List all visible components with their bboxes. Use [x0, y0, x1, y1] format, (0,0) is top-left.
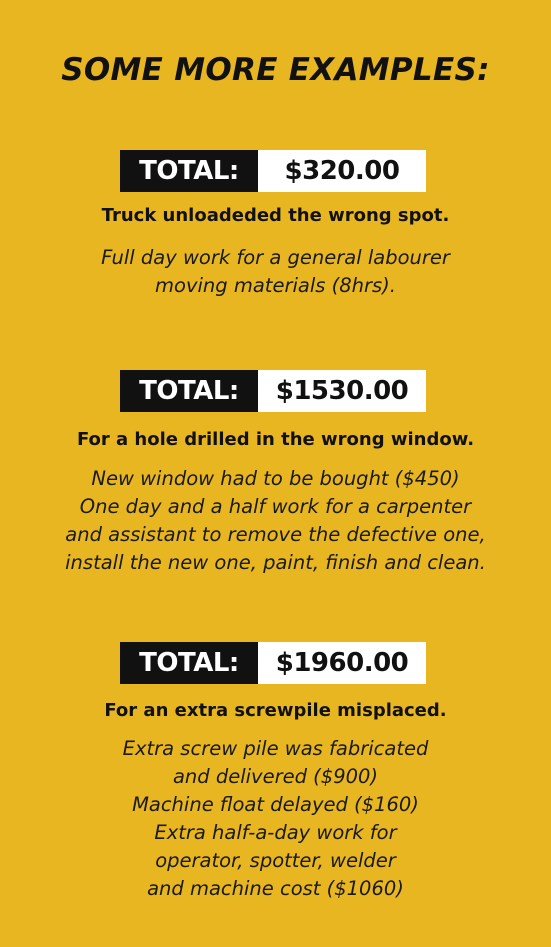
description-line: and machine cost ($1060)	[147, 877, 404, 900]
description-line: One day and a half work for a carpenter	[79, 495, 472, 518]
description-line: Machine float delayed ($160)	[132, 793, 419, 816]
example-headline: Truck unloadeded the wrong spot.	[101, 205, 450, 226]
description-line: Extra screw pile was fabricated	[122, 737, 429, 760]
example-description	[0, 244, 551, 300]
total-label: TOTAL:	[120, 642, 258, 684]
example-description	[0, 465, 551, 577]
total-label: TOTAL:	[120, 370, 258, 412]
total-badge	[120, 642, 426, 684]
example-headline: For a hole drilled in the wrong window.	[76, 429, 475, 450]
description-line: Extra half-a-day work for	[154, 821, 397, 844]
description-line: and delivered ($900)	[172, 765, 379, 788]
description-line: moving materials (8hrs).	[155, 274, 396, 297]
description-line: and assistant to remove the defective one,	[65, 523, 486, 546]
page-title: SOME MORE EXAMPLES:	[61, 52, 490, 88]
example-description	[0, 735, 551, 903]
total-value: $1960.00	[258, 642, 426, 684]
description-line: New window had to be bought ($450)	[91, 467, 460, 490]
total-badge	[120, 150, 426, 192]
total-label: TOTAL:	[120, 150, 258, 192]
total-value: $1530.00	[258, 370, 426, 412]
example-headline: For an extra screwpile misplaced.	[104, 700, 447, 721]
description-line: Full day work for a general labourer	[101, 246, 450, 269]
total-value: $320.00	[258, 150, 426, 192]
total-badge	[120, 370, 426, 412]
description-line: install the new one, paint, finish and clean.	[65, 551, 486, 574]
description-line: operator, spotter, welder	[155, 849, 396, 872]
